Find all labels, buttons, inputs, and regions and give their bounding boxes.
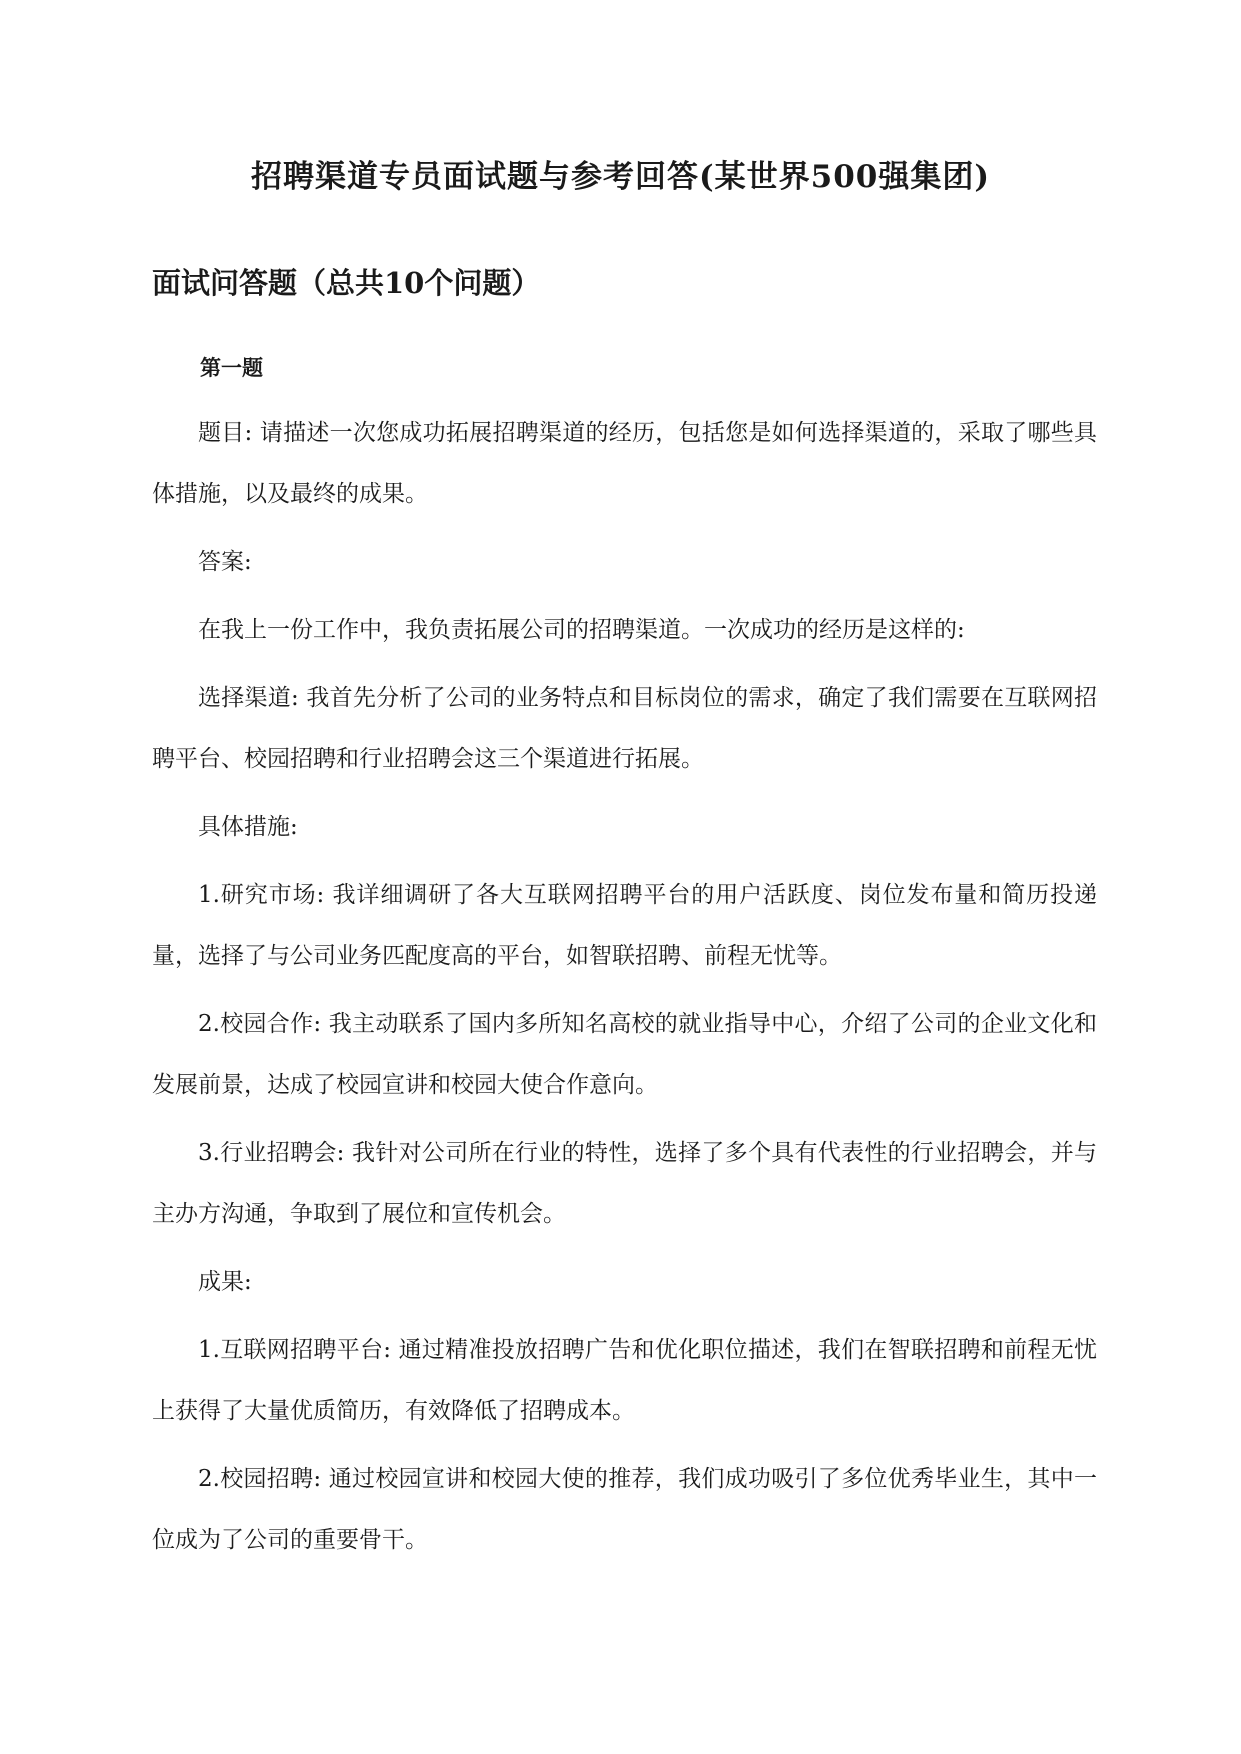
measure-item: 1.研究市场: 我详细调研了各大互联网招聘平台的用户活跃度、岗位发布量和简历投递量，选择了与公司业务匹配度高的平台，如智联招聘、前程无忧等。 xyxy=(152,882,1097,969)
result-item: 2.校园招聘: 通过校园宣讲和校园大使的推荐，我们成功吸引了多位优秀毕业生，其中一位成为了公司的重要骨干。 xyxy=(152,1466,1097,1553)
answer-channel-selection: 选择渠道: 我首先分析了公司的业务特点和目标岗位的需求，确定了我们需要在互联网招聘平台、校园招聘和行业招聘会这三个渠道进行拓展。 xyxy=(152,685,1097,772)
answer-intro: 在我上一份工作中，我负责拓展公司的招聘渠道。一次成功的经历是这样的: xyxy=(198,617,965,643)
measures-label: 具体措施: xyxy=(198,814,298,840)
measure-item: 2.校园合作: 我主动联系了国内多所知名高校的就业指导中心，介绍了公司的企业文化和发展前景，达成了校园宣讲和校园大使合作意向。 xyxy=(152,1011,1097,1098)
results-label: 成果: xyxy=(198,1269,252,1295)
section-heading: 面试问答题（总共10个问题） xyxy=(152,266,541,300)
document-title: 招聘渠道专员面试题与参考回答(某世界500强集团) xyxy=(250,159,991,195)
question-prompt: 题目: 请描述一次您成功拓展招聘渠道的经历，包括您是如何选择渠道的，采取了哪些具体措施，以及最终的成果。 xyxy=(152,420,1097,507)
question-label: 第一题 xyxy=(200,355,263,380)
question-body xyxy=(152,403,1097,1578)
answer-label: 答案: xyxy=(198,549,252,575)
measure-item: 3.行业招聘会: 我针对公司所在行业的特性，选择了多个具有代表性的行业招聘会，并与主办方沟通，争取到了展位和宣传机会。 xyxy=(152,1140,1097,1227)
result-item: 1.互联网招聘平台: 通过精准投放招聘广告和优化职位描述，我们在智联招聘和前程无忧上获得了大量优质简历，有效降低了招聘成本。 xyxy=(152,1337,1097,1424)
